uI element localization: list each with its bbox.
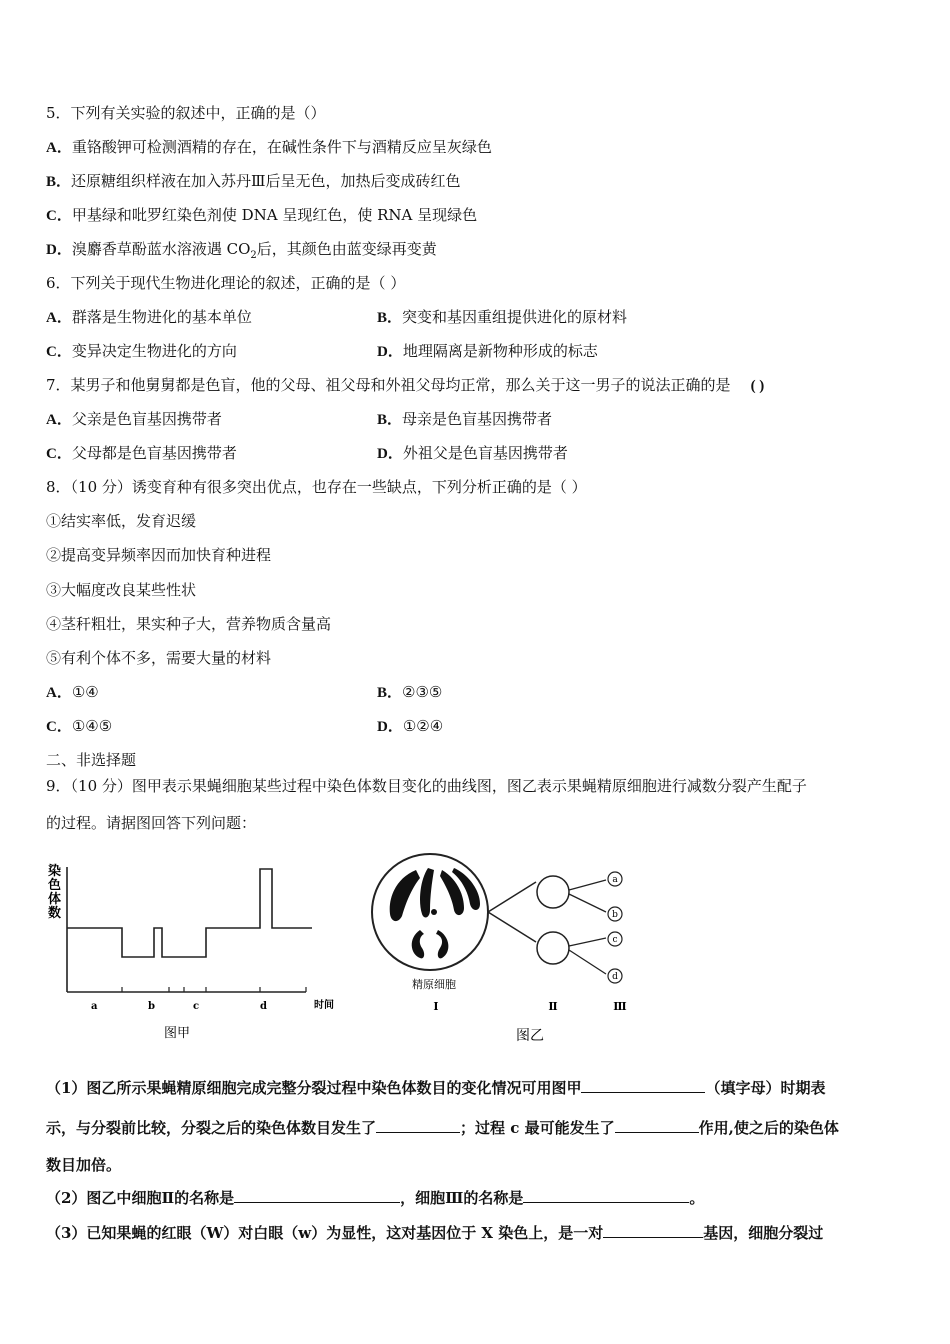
q8-option-b [377, 682, 442, 703]
q9-part2-text: ，细胞Ⅲ的名称是 [400, 1189, 524, 1207]
answer-blank[interactable] [581, 1077, 705, 1093]
q9-part1-line3 [46, 1155, 121, 1175]
q8-item-4: ④茎秆粗壮，果实种子大，营养物质含量高 [46, 615, 332, 633]
q8-item-2: ②提高变异频率因而加快育种进程 [46, 546, 272, 564]
q9-part2-text: （2）图乙中细胞Ⅱ的名称是 [46, 1189, 235, 1207]
option-text: 父母都是色盲基因携带者 [71, 444, 237, 462]
q7-stem-text: 7．某男子和他舅舅都是色盲，他的父母、祖父母和外祖父母均正常，那么关于这一男子的说法正确的是 [46, 376, 731, 394]
q9-part1-text: 数目加倍。 [46, 1156, 122, 1174]
gamete-label: d [612, 972, 618, 982]
q8-item-5: ⑤有利个体不多，需要大量的材料 [46, 649, 272, 667]
section-heading: 二、非选择题 [46, 751, 137, 769]
chromosomes [390, 868, 480, 958]
q9-part1-line2 [46, 1117, 839, 1138]
option-key: B． [377, 685, 403, 701]
q7-option-d [377, 443, 568, 464]
option-text: 溴麝香草酚蓝水溶液遇 CO [71, 240, 251, 258]
q8-item-1: ①结实率低，发育迟缓 [46, 512, 197, 530]
option-text: 外祖父是色盲基因携带者 [402, 444, 568, 462]
answer-blank[interactable] [615, 1117, 699, 1133]
option-text: ①②④ [402, 717, 444, 735]
option-text: 变异决定生物进化的方向 [71, 342, 237, 360]
q9-part2-text: 。 [689, 1189, 705, 1207]
answer-blank[interactable] [523, 1187, 689, 1203]
option-key: B． [377, 412, 403, 428]
y-axis-label-char: 体 [48, 892, 62, 907]
option-text: ①④ [71, 683, 99, 701]
q8-stem: 8．（10 分）诱变育种有很多突出优点，也存在一些缺点，下列分析正确的是（ ） [46, 478, 587, 496]
secondary-spermatocyte-cell [537, 876, 569, 908]
q9-part1-text: ；过程 c 最可能发生了 [460, 1119, 615, 1137]
subscript: 2 [250, 250, 257, 261]
q9-part1-text: （1）图乙所示果蝇精原细胞完成完整分裂过程中染色体数目的变化情况可用图甲 [46, 1079, 582, 1097]
gamete-label: b [612, 910, 618, 920]
option-key: C． [46, 719, 72, 735]
q8-option-d [377, 716, 443, 737]
y-axis-label-char: 数 [48, 906, 62, 921]
option-text: 突变和基因重组提供进化的原材料 [402, 308, 628, 326]
option-key: A． [46, 140, 72, 156]
option-text: 后，其颜色由蓝变绿再变黄 [256, 240, 437, 258]
option-key: B． [46, 174, 72, 190]
option-key: D． [377, 719, 403, 735]
q7-option-a [46, 409, 222, 430]
q7-option-b [377, 409, 552, 430]
q9-part3 [46, 1222, 823, 1243]
q7-paren: ( ) [750, 378, 765, 394]
stage-label: Ⅱ [548, 1000, 558, 1013]
q8-option-a [46, 682, 99, 703]
option-key: C． [46, 208, 72, 224]
option-text: 还原糖组织样液在加入苏丹Ⅲ后呈无色，加热后变成砖红色 [71, 172, 461, 190]
stage-label: Ⅰ [433, 1000, 439, 1013]
tick-label: c [193, 1001, 200, 1012]
q5-option-a [46, 137, 492, 158]
q8-option-c [46, 716, 112, 737]
option-text: 群落是生物进化的基本单位 [71, 308, 252, 326]
stage-label: Ⅲ [613, 1000, 627, 1013]
cell-label: 精原细胞 [412, 978, 456, 991]
answer-blank[interactable] [376, 1117, 460, 1133]
q9-stem-line1: 9．（10 分）图甲表示果蝇细胞某些过程中染色体数目变化的曲线图，图乙表示果蝇精原细胞进行减数分裂产生配子 [46, 777, 807, 795]
option-text: 地理隔离是新物种形成的标志 [402, 342, 598, 360]
q9-part1-text: 作用,使之后的染色体 [698, 1119, 839, 1137]
chromosome-curve [67, 869, 312, 957]
q9-part1-line1 [46, 1077, 825, 1098]
answer-blank[interactable] [603, 1222, 703, 1238]
gamete-label: a [612, 875, 618, 885]
figure-yi [368, 850, 648, 1050]
figure-caption: 图乙 [516, 1028, 544, 1044]
q9-part1-text: （填字母）时期表 [705, 1079, 826, 1097]
q5-option-c [46, 205, 477, 226]
option-text: ①④⑤ [71, 717, 113, 735]
option-text: 重铬酸钾可检测酒精的存在，在碱性条件下与酒精反应呈灰绿色 [71, 138, 492, 156]
option-key: C． [46, 344, 72, 360]
option-text: ②③⑤ [402, 683, 443, 701]
option-text: 父亲是色盲基因携带者 [71, 410, 222, 428]
y-axis-label-char: 色 [48, 878, 62, 893]
option-text: 母亲是色盲基因携带者 [402, 410, 553, 428]
q5-option-d [46, 239, 437, 266]
option-key: B． [377, 310, 403, 326]
answer-blank[interactable] [234, 1187, 400, 1203]
x-axis-label: 时间 [314, 1000, 334, 1011]
option-key: C． [46, 446, 72, 462]
q5-option-b [46, 171, 460, 192]
option-key: A． [46, 685, 72, 701]
q5-stem: 5．下列有关实验的叙述中，正确的是（） [46, 104, 326, 122]
q9-part3-text: 基因，细胞分裂过 [703, 1224, 824, 1242]
tick-label: b [148, 1001, 155, 1012]
figure-caption: 图甲 [164, 1026, 191, 1041]
tick-label: d [260, 1001, 267, 1012]
q9-part1-text: 示，与分裂前比较，分裂之后的染色体数目发生了 [46, 1119, 377, 1137]
q6-option-b [377, 307, 627, 328]
q6-option-c [46, 341, 237, 362]
gamete-label: c [612, 935, 618, 945]
option-key: D． [46, 242, 72, 258]
q7-stem [46, 375, 764, 396]
option-key: A． [46, 310, 72, 326]
option-key: D． [377, 446, 403, 462]
q7-option-c [46, 443, 237, 464]
q9-stem-line2: 的过程。请据图回答下列问题： [46, 814, 257, 832]
option-key: A． [46, 412, 72, 428]
option-text: 甲基绿和吡罗红染色剂使 DNA 呈现红色，使 RNA 呈现绿色 [71, 206, 478, 224]
q8-item-3: ③大幅度改良某些性状 [46, 581, 197, 599]
q6-option-d [377, 341, 598, 362]
q9-part2 [46, 1187, 704, 1208]
q9-part3-text: （3）已知果蝇的红眼（W）对白眼（w）为显性，这对基因位于 X 染色上，是一对 [46, 1224, 604, 1242]
y-axis-label-char: 染 [48, 864, 62, 879]
tick-label: a [91, 1001, 98, 1012]
q6-stem: 6．下列关于现代生物进化理论的叙述，正确的是（ ） [46, 274, 406, 292]
q6-option-a [46, 307, 252, 328]
secondary-spermatocyte-cell [537, 932, 569, 964]
option-key: D． [377, 344, 403, 360]
figure-jia [44, 855, 344, 1045]
